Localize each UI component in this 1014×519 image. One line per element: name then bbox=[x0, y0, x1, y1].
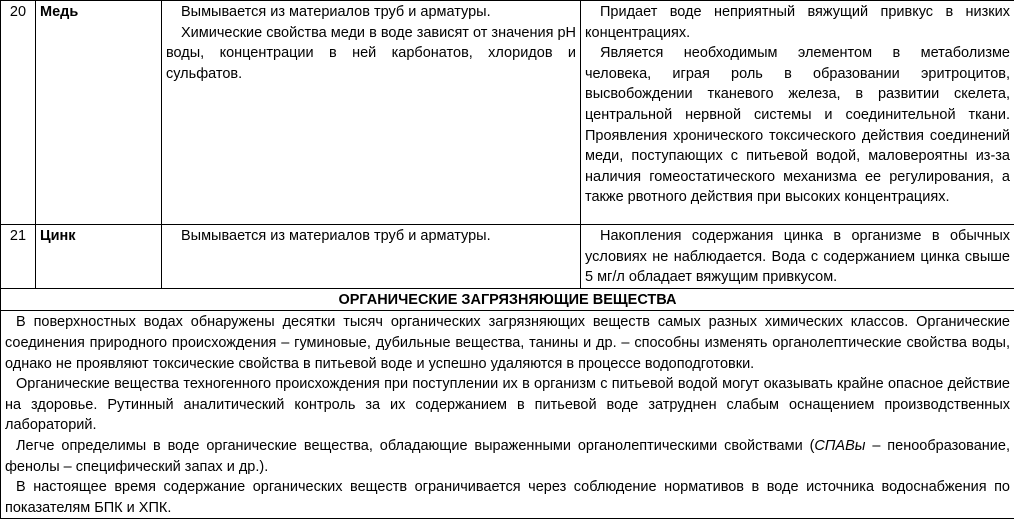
body-paragraph-segment: – пенообразование, фенолы – специфический запах и др.). bbox=[5, 437, 1010, 475]
row-number: 20 bbox=[1, 1, 36, 225]
substance-name: Медь bbox=[36, 1, 162, 225]
body-paragraph: В настоящее время содержание органических веществ ограничивается через соблюдение нормативов в воде источника водоснабжения по показателям БПК и ХПК. bbox=[5, 479, 1010, 516]
section-body bbox=[1, 311, 1014, 519]
effect-paragraph: Накопления содержания цинка в организме в обычных условиях не наблюдается. Вода с содержанием цинка свыше 5 мг/л обладает вяжущим привкусом. bbox=[585, 228, 1010, 286]
section-title: ОРГАНИЧЕСКИЕ ЗАГРЯЗНЯЮЩИЕ ВЕЩЕСТВА bbox=[1, 288, 1014, 311]
effect-cell bbox=[581, 225, 1014, 289]
source-paragraph: Химические свойства меди в воде зависят от значения рН воды, концентрации в ней карбонатов, хлоридов и сульфатов. bbox=[166, 24, 576, 82]
section-title-row bbox=[1, 288, 1014, 311]
source-cell bbox=[162, 1, 581, 225]
section-body-row bbox=[1, 311, 1014, 519]
effect-paragraph: Придает воде неприятный вяжущий привкус в низких концентрациях. bbox=[585, 4, 1010, 41]
source-cell bbox=[162, 225, 581, 289]
effect-cell bbox=[581, 1, 1014, 225]
row-number: 21 bbox=[1, 225, 36, 289]
body-paragraph-italic-term: СПАВы bbox=[814, 437, 866, 454]
table-row-copper bbox=[1, 1, 1014, 225]
body-paragraph-segment: Легче определимы в воде органические вещества, обладающие выраженными органолептическими свойствами ( bbox=[16, 437, 815, 454]
body-paragraph: Органические вещества техногенного происхождения при поступлении их в организм с питьевой водой могут оказывать крайне опасное действие на здоровье. Рутинный аналитический контроль за их содержанием в питьевой воде затруднен слабым оснащением производственных лабораторий. bbox=[5, 376, 1010, 434]
source-paragraph: Вымывается из материалов труб и арматуры. bbox=[181, 228, 491, 244]
body-paragraph: В поверхностных водах обнаружены десятки тысяч органических загрязняющих веществ самых разных химических классов. Органические соединения природного происхождения – гуминовые, дубильные вещества, танины и др. – способны изменять органолептические свойства воды, однако не проявляют токсические свойства в питьевой воде и успешно удаляются в процессе водоподготовки. bbox=[5, 314, 1010, 372]
source-paragraph: Вымывается из материалов труб и арматуры. bbox=[181, 4, 491, 20]
table-row-zinc bbox=[1, 225, 1014, 289]
body-paragraph bbox=[5, 436, 1010, 477]
effect-paragraph: Является необходимым элементом в метаболизме человека, играя роль в образовании эритроцитов, высвобождении тканевого железа, в развитии скелета, центральной нервной системы и соединительной ткани. Проявления хронического токсического действия соединений меди, поступающих с питьевой водой, маловероятны из-за наличия гомеостатического механизма ее регулирования, а также рвотного действия при высоких концентрациях. bbox=[585, 45, 1010, 206]
substance-name: Цинк bbox=[36, 225, 162, 289]
